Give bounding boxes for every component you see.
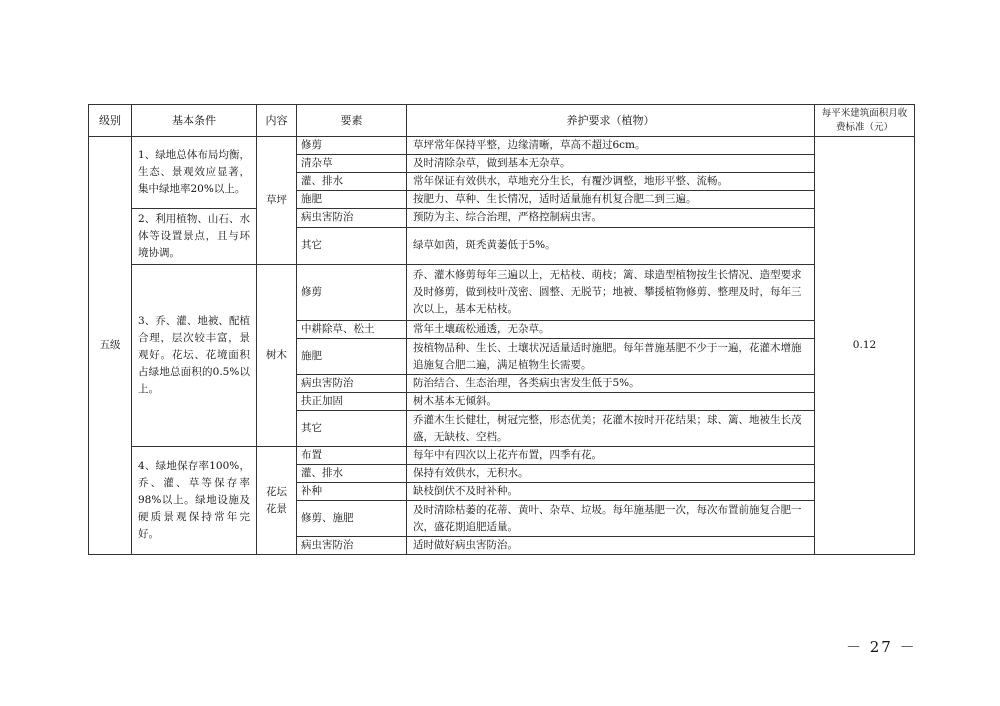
requirement-cell: 按肥力、草种、生长情况，适时适量施有机复合肥二到三遍。 [407, 191, 815, 209]
element-cell: 补种 [297, 483, 407, 501]
requirement-cell: 常年保证有效供水，草地充分生长，有覆沙调整，地形平整、流畅。 [407, 173, 815, 191]
element-cell: 其它 [297, 411, 407, 447]
requirement-cell: 乔灌木生长健壮，树冠完整，形态优美；花灌木按时开花结果；球、篱、地被生长茂盛，无缺枝、空档。 [407, 411, 815, 447]
element-cell: 布置 [297, 447, 407, 465]
condition-cell: 4、绿地保存率100%，乔、灌、草等保存率98%以上。绿地设施及硬质景观保持常年完好。 [132, 447, 257, 555]
element-cell: 修剪、施肥 [297, 501, 407, 537]
element-cell: 清杂草 [297, 155, 407, 173]
requirement-cell: 乔、灌木修剪每年三遍以上，无枯枝、萌枝；篱、球造型植物按生长情况、造型要求及时修剪，做到枝叶茂密、圆整、无脱节；地被、攀援植物修剪、整理及时，每年三次以上，基本无枯枝。 [407, 265, 815, 321]
requirement-cell: 树木基本无倾斜。 [407, 393, 815, 411]
element-cell: 灌、排水 [297, 465, 407, 483]
requirement-cell: 及时清除杂草，做到基本无杂草。 [407, 155, 815, 173]
header-level: 级别 [89, 105, 132, 137]
table-header-row [89, 105, 915, 137]
requirement-cell: 按植物品种、生长、土壤状况适量适时施肥。每年普施基肥不少于一遍，花灌木增施追施复合肥二遍，满足植物生长需要。 [407, 339, 815, 375]
element-cell: 病虫害防治 [297, 375, 407, 393]
requirement-cell: 每年中有四次以上花卉布置，四季有花。 [407, 447, 815, 465]
header-element: 要素 [297, 105, 407, 137]
element-cell: 灌、排水 [297, 173, 407, 191]
element-cell: 修剪 [297, 265, 407, 321]
content-cell: 草坪 [257, 137, 297, 265]
element-cell: 修剪 [297, 137, 407, 155]
element-cell: 施肥 [297, 191, 407, 209]
element-cell: 中耕除草、松土 [297, 321, 407, 339]
element-cell: 其它 [297, 227, 407, 264]
condition-cell: 3、乔、灌、地被、配植合理，层次较丰富，景观好。花坛、花境面积占绿地总面积的0.5%以上。 [132, 265, 257, 447]
header-content: 内容 [257, 105, 297, 137]
requirement-cell: 缺枝倒伏不及时补种。 [407, 483, 815, 501]
requirement-cell: 防治结合、生态治理，各类病虫害发生低于5%。 [407, 375, 815, 393]
requirement-cell: 保持有效供水，无积水。 [407, 465, 815, 483]
element-cell: 病虫害防治 [297, 209, 407, 228]
level-cell: 五级 [89, 137, 132, 555]
header-requirement: 养护要求（植物） [407, 105, 815, 137]
page-number: － 27 － [846, 638, 917, 656]
requirement-cell: 草坪常年保持平整，边缘清晰，草高不超过6cm。 [407, 137, 815, 155]
condition-cell: 1、绿地总体布局均衡，生态、景观效应显著，集中绿地率20%以上。 [132, 137, 257, 209]
element-cell: 施肥 [297, 339, 407, 375]
requirement-cell: 预防为主、综合治理，严格控制病虫害。 [407, 209, 815, 228]
table-row [89, 447, 915, 465]
header-conditions: 基本条件 [132, 105, 257, 137]
content-cell: 树木 [257, 265, 297, 447]
requirement-cell: 适时做好病虫害防治。 [407, 537, 815, 555]
element-cell: 扶正加固 [297, 393, 407, 411]
requirement-cell: 及时清除枯萎的花蒂、黄叶、杂草、垃圾。每年施基肥一次，每次布置前施复合肥一次，盛花期追肥适量。 [407, 501, 815, 537]
requirement-cell: 绿草如茵，斑秃黄萎低于5%。 [407, 227, 815, 264]
element-cell: 病虫害防治 [297, 537, 407, 555]
header-fee: 每平米建筑面积月收费标准（元） [815, 105, 915, 137]
condition-cell: 2、利用植物、山石、水体等设置景点，且与环境协调。 [132, 209, 257, 265]
table-row [89, 137, 915, 155]
fee-cell: 0.12 [815, 137, 915, 555]
maintenance-standard-table [88, 104, 915, 555]
content-cell: 花坛花景 [257, 447, 297, 555]
table-row [89, 265, 915, 321]
requirement-cell: 常年土壤疏松通透，无杂草。 [407, 321, 815, 339]
table-row [89, 209, 915, 228]
